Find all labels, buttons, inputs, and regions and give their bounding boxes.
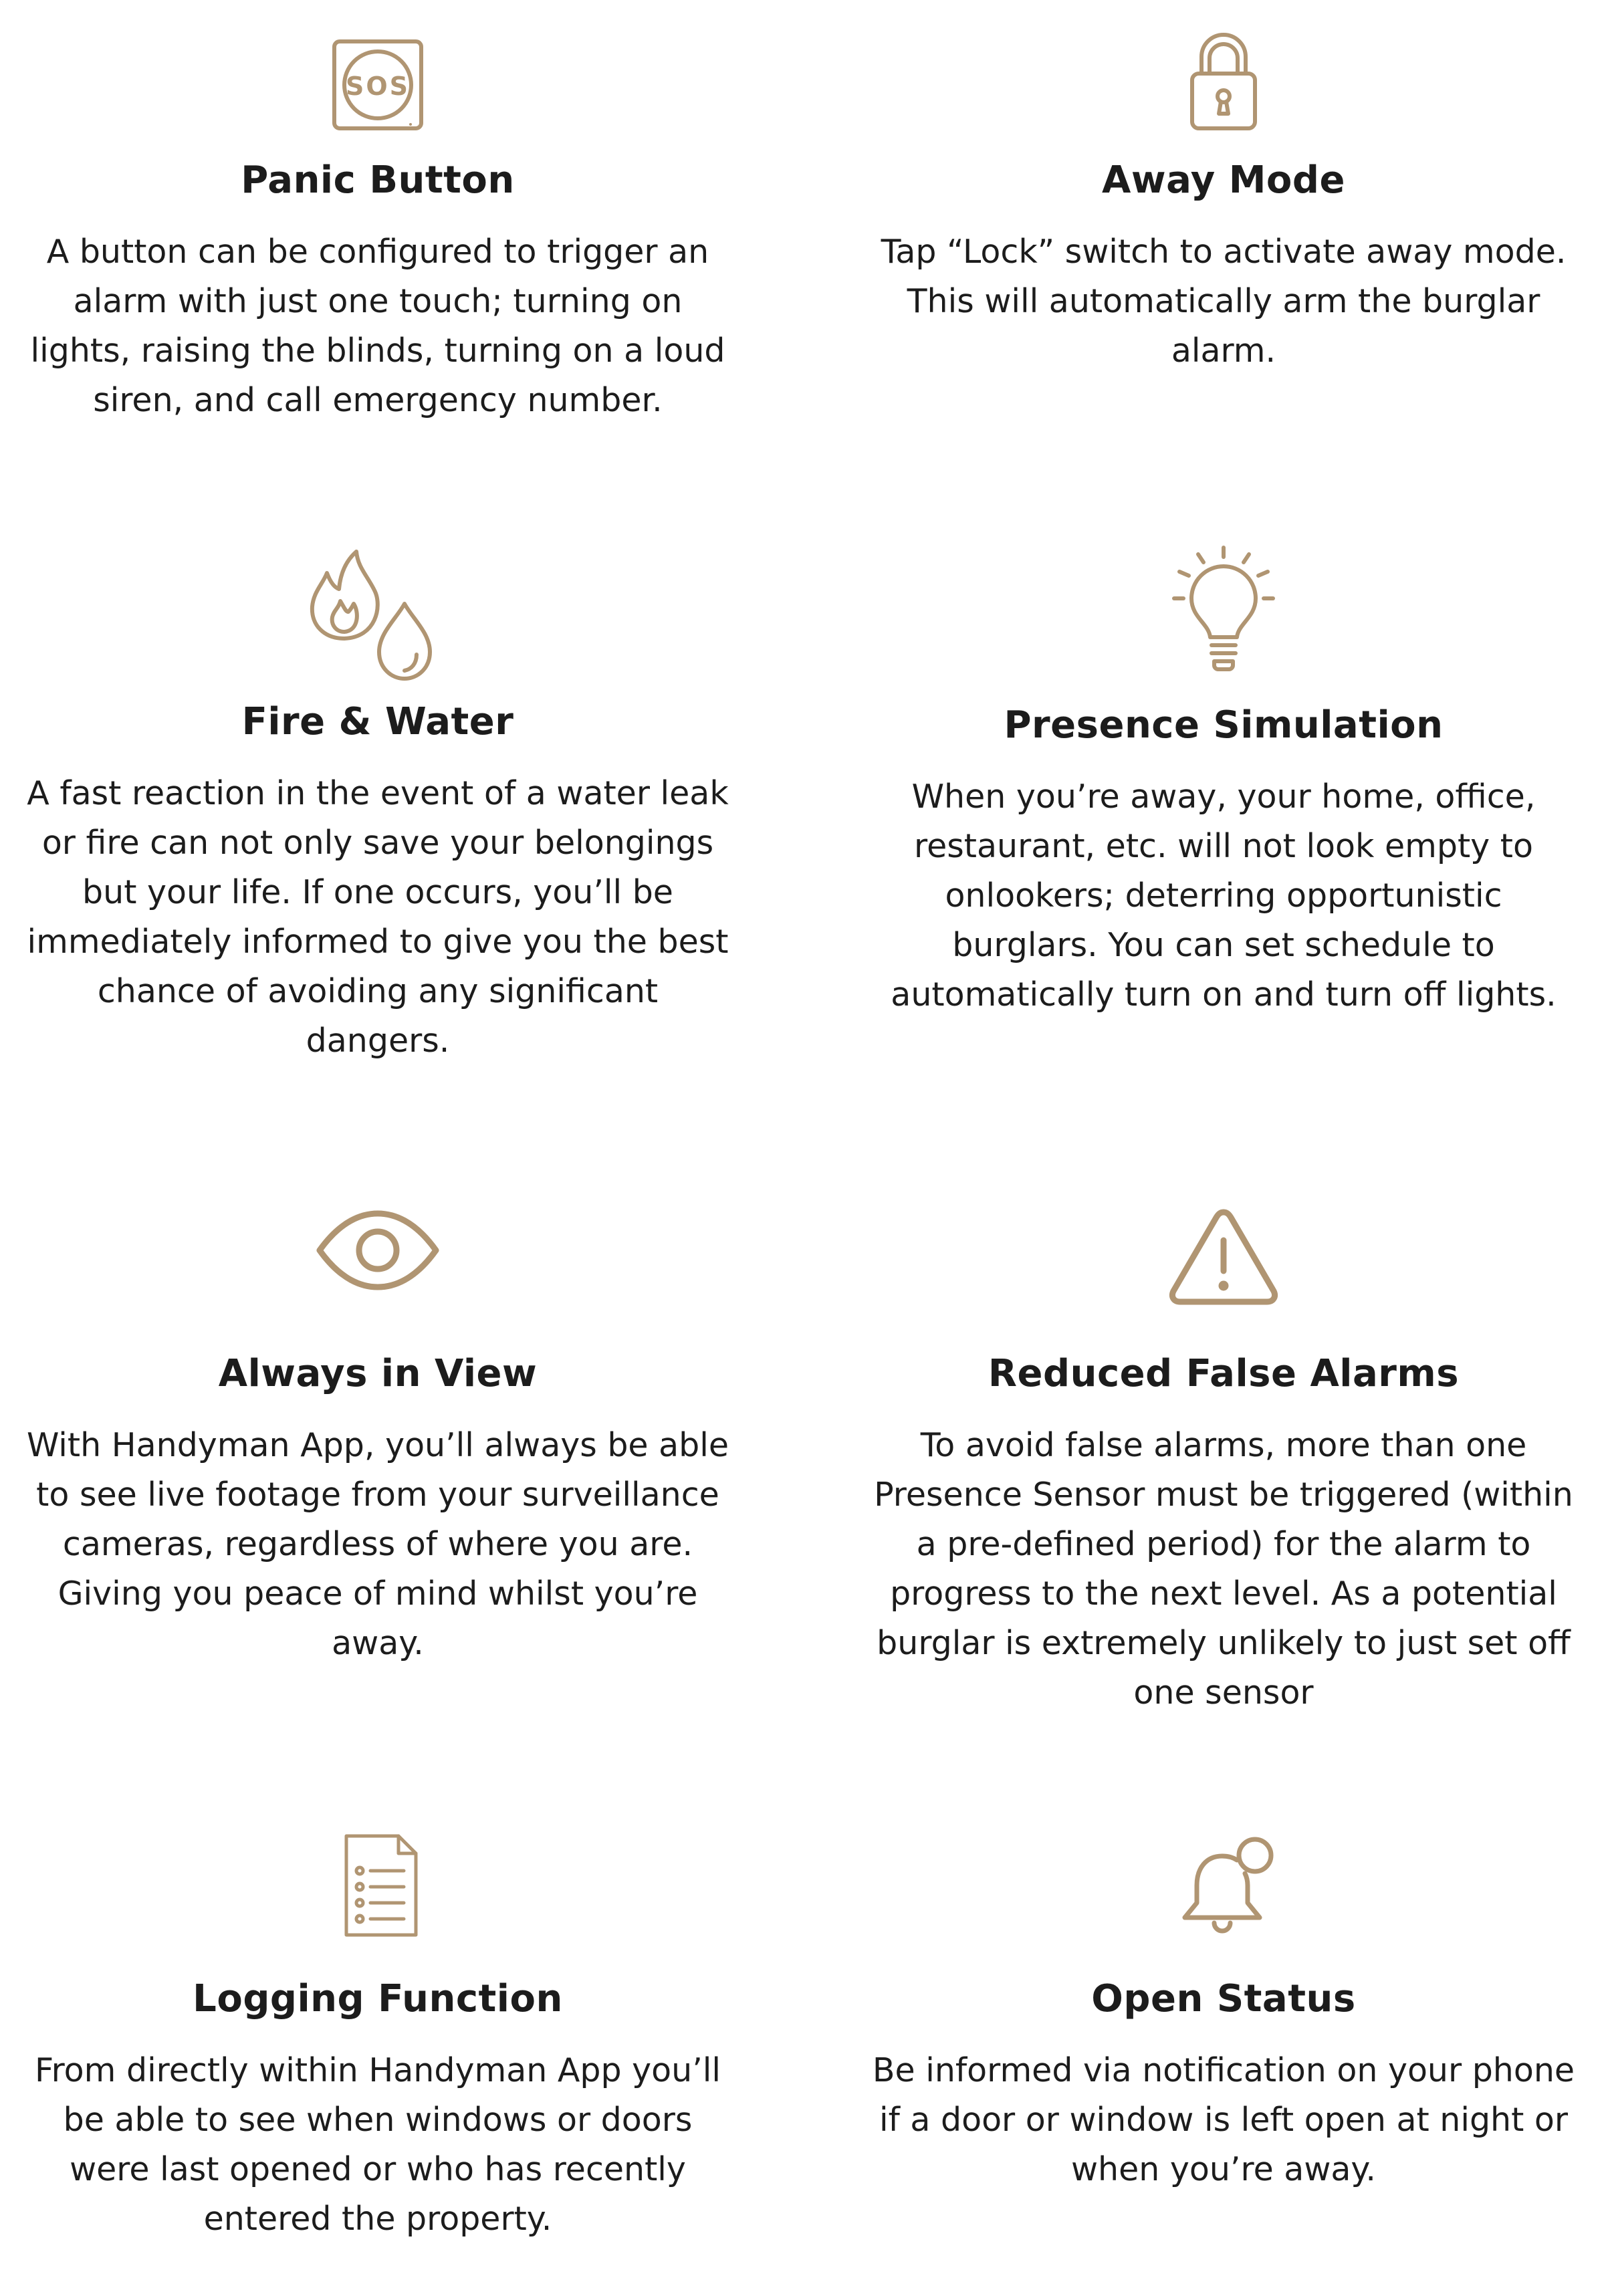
feature-open-status [869, 1832, 1578, 2273]
lock-icon [1187, 27, 1260, 134]
feature-description: A fast reaction in the event of a water leak or fire can not only save your belongings but your life. If one occurs, you’ll be immediately informed to give you the best chance of avoiding any significant dangers. [27, 774, 729, 1060]
feature-title: Presence Simulation [1004, 703, 1444, 747]
warning-icon [1167, 1207, 1280, 1307]
feature-description: From directly within Handyman App you’ll be able to see when windows or doors were last opened or who has recently entered the property. [34, 2051, 721, 2238]
feature-panic-button [23, 27, 732, 428]
feature-presence-simulation [869, 545, 1578, 1080]
eye-icon [314, 1207, 441, 1294]
feature-description: When you’re away, your home, office, restaurant, etc. will not look empty to onlookers; deterring opportunistic burglars. You can set schedule to automatically turn on and turn off lights. [891, 778, 1557, 1014]
feature-description: A button can be configured to trigger an alarm with just one touch; turning on lights, raising the blinds, turning on a loud siren, and call emergency number. [30, 233, 725, 419]
feature-always-in-view [23, 1207, 732, 1728]
feature-title: Reduced False Alarms [988, 1352, 1460, 1395]
feature-title: Open Status [1091, 1977, 1356, 2021]
feature-logging-function [23, 1832, 732, 2273]
svg-text:SOS: SOS [345, 72, 411, 101]
feature-description: Tap “Lock” switch to activate away mode. This will automatically arm the burglar alarm. [881, 233, 1567, 370]
sos-icon [328, 33, 428, 134]
fire-water-icon [304, 545, 438, 689]
light-bulb-icon [1169, 545, 1279, 675]
bell-notification-icon [1177, 1832, 1277, 1939]
feature-away-mode [869, 27, 1578, 428]
feature-fire-water [23, 545, 732, 1080]
feature-title: Always in View [218, 1352, 538, 1395]
feature-reduced-false-alarms [869, 1207, 1578, 1728]
document-list-icon [341, 1832, 421, 1939]
feature-description: To avoid false alarms, more than one Presence Sensor must be triggered (within a pre-defined period) for the alarm to progress to the next level. As a potential burglar is extremely unlikely to just set off one sensor [874, 1426, 1573, 1712]
feature-title: Away Mode [1102, 158, 1345, 202]
feature-title: Panic Button [241, 158, 515, 202]
feature-title: Logging Function [193, 1977, 563, 2021]
feature-description: Be informed via notification on your phone if a door or window is left open at night or when you’re away. [872, 2051, 1575, 2188]
feature-title: Fire & Water [241, 700, 514, 743]
feature-description: With Handyman App, you’ll always be able to see live footage from your surveillance cameras, regardless of where you are. Giving you peace of mind whilst you’re away. [26, 1426, 729, 1662]
